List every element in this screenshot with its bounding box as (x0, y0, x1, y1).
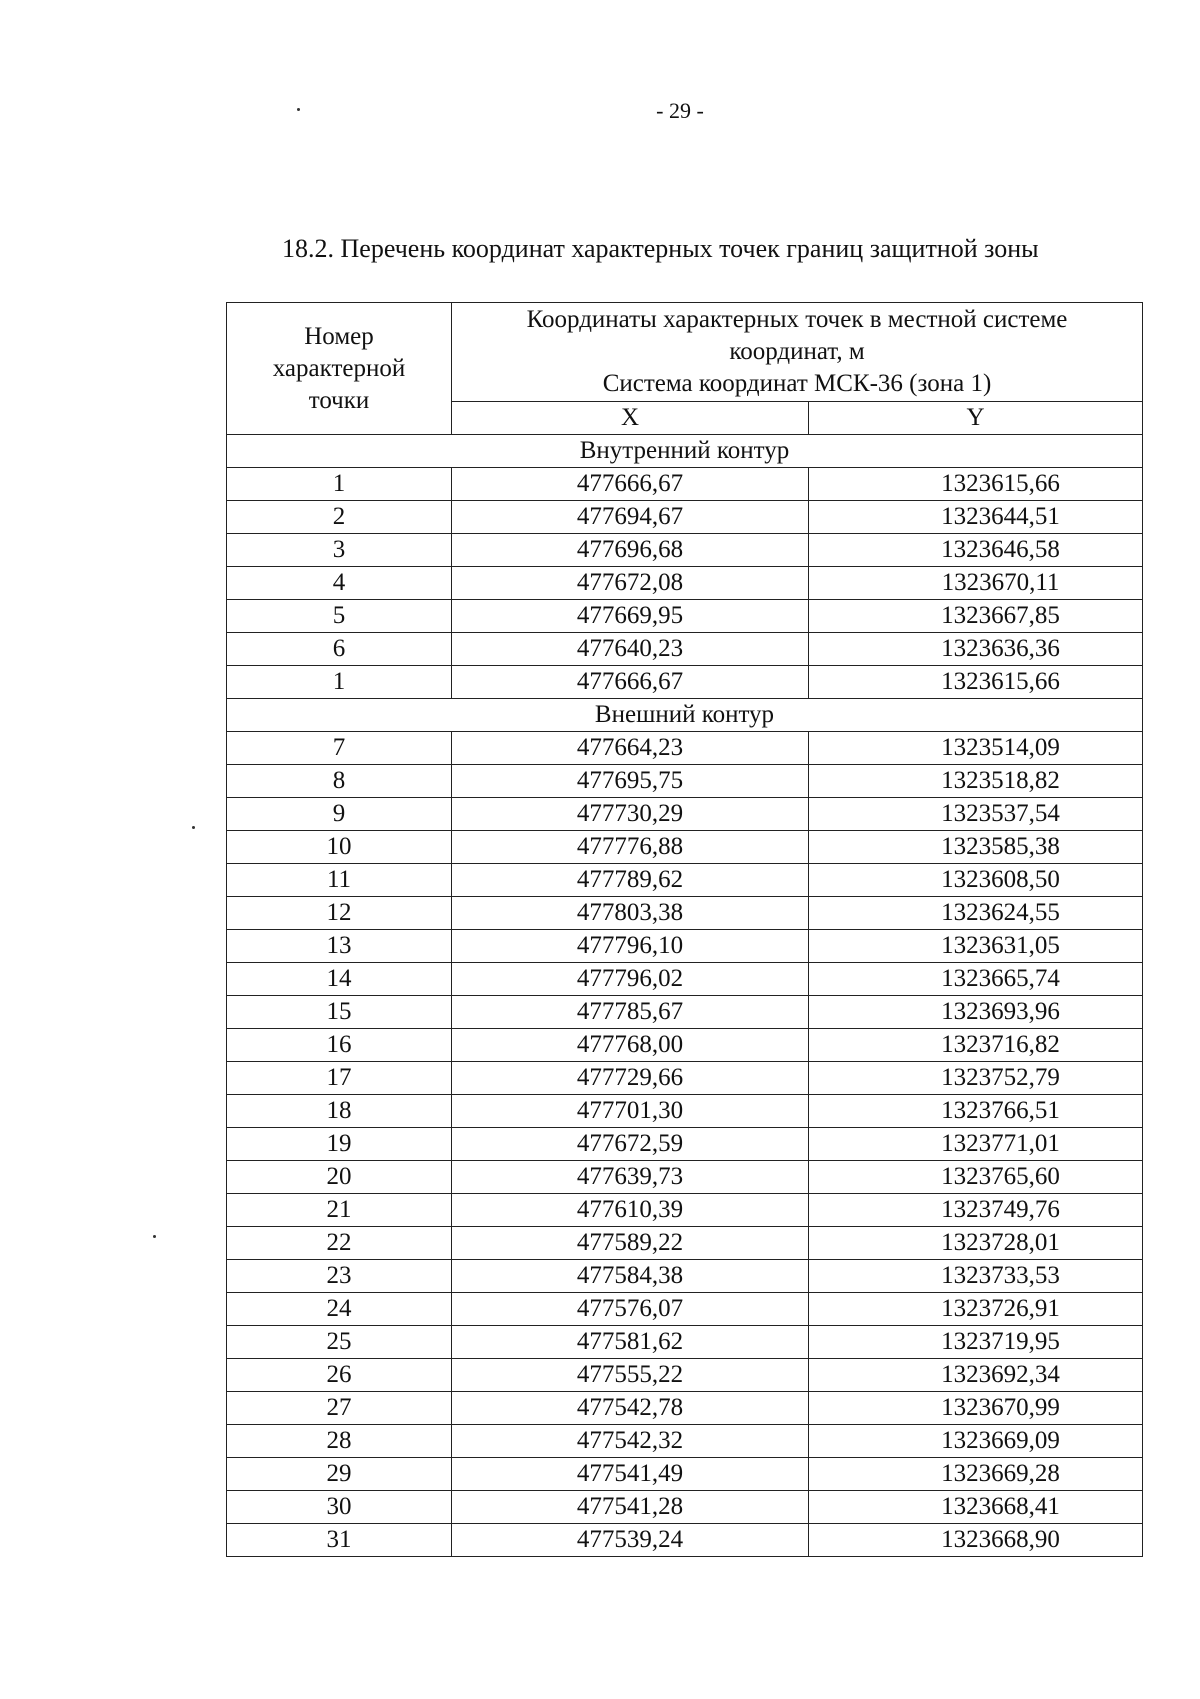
point-number-cell: 10 (227, 831, 452, 864)
table-row (227, 1491, 1143, 1524)
table-section-row (227, 435, 1143, 468)
x-coordinate-cell: 477555,22 (452, 1359, 809, 1392)
point-number-cell: 3 (227, 534, 452, 567)
point-number-cell: 5 (227, 600, 452, 633)
x-coordinate-cell: 477541,49 (452, 1458, 809, 1491)
point-number-cell: 11 (227, 864, 452, 897)
point-number-cell: 15 (227, 996, 452, 1029)
x-coordinate-cell: 477639,73 (452, 1161, 809, 1194)
header-x: X (452, 402, 809, 435)
x-coordinate-cell: 477542,32 (452, 1425, 809, 1458)
header-coordinates-line: Система координат МСК-36 (зона 1) (602, 370, 992, 397)
point-number-cell: 19 (227, 1128, 452, 1161)
y-coordinate-cell: 1323669,28 (809, 1458, 1143, 1491)
page-number: - 29 - (656, 98, 704, 123)
y-coordinate-cell: 1323585,38 (809, 831, 1143, 864)
table-row (227, 798, 1143, 831)
section-title-cell: Внутренний контур (227, 435, 1143, 468)
x-coordinate-cell: 477729,66 (452, 1062, 809, 1095)
y-coordinate-cell: 1323692,34 (809, 1359, 1143, 1392)
point-number-cell: 16 (227, 1029, 452, 1062)
y-coordinate-cell: 1323669,09 (809, 1425, 1143, 1458)
x-coordinate-cell: 477785,67 (452, 996, 809, 1029)
x-coordinate-cell: 477576,07 (452, 1293, 809, 1326)
y-coordinate-cell: 1323749,76 (809, 1194, 1143, 1227)
point-number-cell: 4 (227, 567, 452, 600)
y-coordinate-cell: 1323771,01 (809, 1128, 1143, 1161)
x-coordinate-cell: 477584,38 (452, 1260, 809, 1293)
x-coordinate-cell: 477730,29 (452, 798, 809, 831)
point-number-cell: 31 (227, 1524, 452, 1557)
table-row (227, 468, 1143, 501)
y-coordinate-cell: 1323668,90 (809, 1524, 1143, 1557)
table-row (227, 600, 1143, 633)
table-row (227, 1326, 1143, 1359)
point-number-cell: 28 (227, 1425, 452, 1458)
table-row (227, 1194, 1143, 1227)
table-row (227, 633, 1143, 666)
y-coordinate-cell: 1323665,74 (809, 963, 1143, 996)
y-coordinate-cell: 1323537,54 (809, 798, 1143, 831)
scan-speck (297, 108, 300, 111)
x-coordinate-cell: 477640,23 (452, 633, 809, 666)
table-row (227, 963, 1143, 996)
y-coordinate-cell: 1323752,79 (809, 1062, 1143, 1095)
point-number-cell: 2 (227, 501, 452, 534)
point-number-cell: 27 (227, 1392, 452, 1425)
y-coordinate-cell: 1323644,51 (809, 501, 1143, 534)
x-coordinate-cell: 477672,59 (452, 1128, 809, 1161)
y-coordinate-cell: 1323667,85 (809, 600, 1143, 633)
point-number-cell: 13 (227, 930, 452, 963)
header-coordinates-line: координат, м (729, 338, 865, 365)
x-coordinate-cell: 477796,02 (452, 963, 809, 996)
y-coordinate-cell: 1323518,82 (809, 765, 1143, 798)
header-coordinates (452, 303, 1143, 402)
scan-speck (192, 826, 195, 829)
point-number-cell: 8 (227, 765, 452, 798)
point-number-cell: 26 (227, 1359, 452, 1392)
header-point-number-line: характерной (272, 354, 406, 382)
y-coordinate-cell: 1323693,96 (809, 996, 1143, 1029)
point-number-cell: 25 (227, 1326, 452, 1359)
table-row (227, 930, 1143, 963)
x-coordinate-cell: 477539,24 (452, 1524, 809, 1557)
x-coordinate-cell: 477694,67 (452, 501, 809, 534)
table-row (227, 1161, 1143, 1194)
point-number-cell: 17 (227, 1062, 452, 1095)
point-number-cell: 1 (227, 666, 452, 699)
table-row (227, 1425, 1143, 1458)
x-coordinate-cell: 477672,08 (452, 567, 809, 600)
point-number-cell: 18 (227, 1095, 452, 1128)
table-row (227, 765, 1143, 798)
table-row (227, 501, 1143, 534)
section-title-cell: Внешний контур (227, 699, 1143, 732)
x-coordinate-cell: 477542,78 (452, 1392, 809, 1425)
table-row (227, 1260, 1143, 1293)
point-number-cell: 30 (227, 1491, 452, 1524)
table-row (227, 831, 1143, 864)
y-coordinate-cell: 1323636,36 (809, 633, 1143, 666)
y-coordinate-cell: 1323615,66 (809, 468, 1143, 501)
table-row (227, 1293, 1143, 1326)
header-point-number-line: Номер (304, 322, 374, 350)
x-coordinate-cell: 477666,67 (452, 468, 809, 501)
y-coordinate-cell: 1323646,58 (809, 534, 1143, 567)
x-coordinate-cell: 477589,22 (452, 1227, 809, 1260)
table-header-row (227, 303, 1143, 402)
x-coordinate-cell: 477664,23 (452, 732, 809, 765)
table-section-row (227, 699, 1143, 732)
header-coordinates-line: Координаты характерных точек в местной системе (526, 306, 1068, 333)
header-point-number (227, 303, 452, 435)
x-coordinate-cell: 477610,39 (452, 1194, 809, 1227)
table-row (227, 1524, 1143, 1557)
header-point-number-line: точки (308, 386, 370, 414)
x-coordinate-cell: 477803,38 (452, 897, 809, 930)
point-number-cell: 22 (227, 1227, 452, 1260)
y-coordinate-cell: 1323608,50 (809, 864, 1143, 897)
x-coordinate-cell: 477666,67 (452, 666, 809, 699)
y-coordinate-cell: 1323726,91 (809, 1293, 1143, 1326)
point-number-cell: 9 (227, 798, 452, 831)
table-row (227, 1095, 1143, 1128)
y-coordinate-cell: 1323670,11 (809, 567, 1143, 600)
y-coordinate-cell: 1323514,09 (809, 732, 1143, 765)
point-number-cell: 12 (227, 897, 452, 930)
table-row (227, 1392, 1143, 1425)
y-coordinate-cell: 1323668,41 (809, 1491, 1143, 1524)
table-row (227, 567, 1143, 600)
y-coordinate-cell: 1323733,53 (809, 1260, 1143, 1293)
x-coordinate-cell: 477789,62 (452, 864, 809, 897)
y-coordinate-cell: 1323631,05 (809, 930, 1143, 963)
point-number-cell: 1 (227, 468, 452, 501)
point-number-cell: 20 (227, 1161, 452, 1194)
y-coordinate-cell: 1323624,55 (809, 897, 1143, 930)
y-coordinate-cell: 1323670,99 (809, 1392, 1143, 1425)
header-y: Y (809, 402, 1143, 435)
point-number-cell: 23 (227, 1260, 452, 1293)
y-coordinate-cell: 1323719,95 (809, 1326, 1143, 1359)
x-coordinate-cell: 477669,95 (452, 600, 809, 633)
point-number-cell: 6 (227, 633, 452, 666)
x-coordinate-cell: 477696,68 (452, 534, 809, 567)
x-coordinate-cell: 477776,88 (452, 831, 809, 864)
x-coordinate-cell: 477541,28 (452, 1491, 809, 1524)
x-coordinate-cell: 477796,10 (452, 930, 809, 963)
table-row (227, 534, 1143, 567)
x-coordinate-cell: 477768,00 (452, 1029, 809, 1062)
coordinates-table (226, 302, 1143, 1557)
x-coordinate-cell: 477695,75 (452, 765, 809, 798)
section-title: 18.2. Перечень координат характерных точек границ защитной зоны (282, 234, 1039, 263)
table-row (227, 666, 1143, 699)
table-row (227, 1227, 1143, 1260)
table-row (227, 1029, 1143, 1062)
y-coordinate-cell: 1323766,51 (809, 1095, 1143, 1128)
y-coordinate-cell: 1323615,66 (809, 666, 1143, 699)
scan-speck (153, 1235, 156, 1238)
point-number-cell: 14 (227, 963, 452, 996)
point-number-cell: 29 (227, 1458, 452, 1491)
y-coordinate-cell: 1323716,82 (809, 1029, 1143, 1062)
x-coordinate-cell: 477701,30 (452, 1095, 809, 1128)
y-coordinate-cell: 1323728,01 (809, 1227, 1143, 1260)
y-coordinate-cell: 1323765,60 (809, 1161, 1143, 1194)
table-row (227, 897, 1143, 930)
point-number-cell: 21 (227, 1194, 452, 1227)
table-row (227, 1359, 1143, 1392)
point-number-cell: 7 (227, 732, 452, 765)
table-row (227, 864, 1143, 897)
table-row (227, 1062, 1143, 1095)
table-row (227, 1128, 1143, 1161)
table-row (227, 732, 1143, 765)
table-row (227, 996, 1143, 1029)
x-coordinate-cell: 477581,62 (452, 1326, 809, 1359)
point-number-cell: 24 (227, 1293, 452, 1326)
table-row (227, 1458, 1143, 1491)
